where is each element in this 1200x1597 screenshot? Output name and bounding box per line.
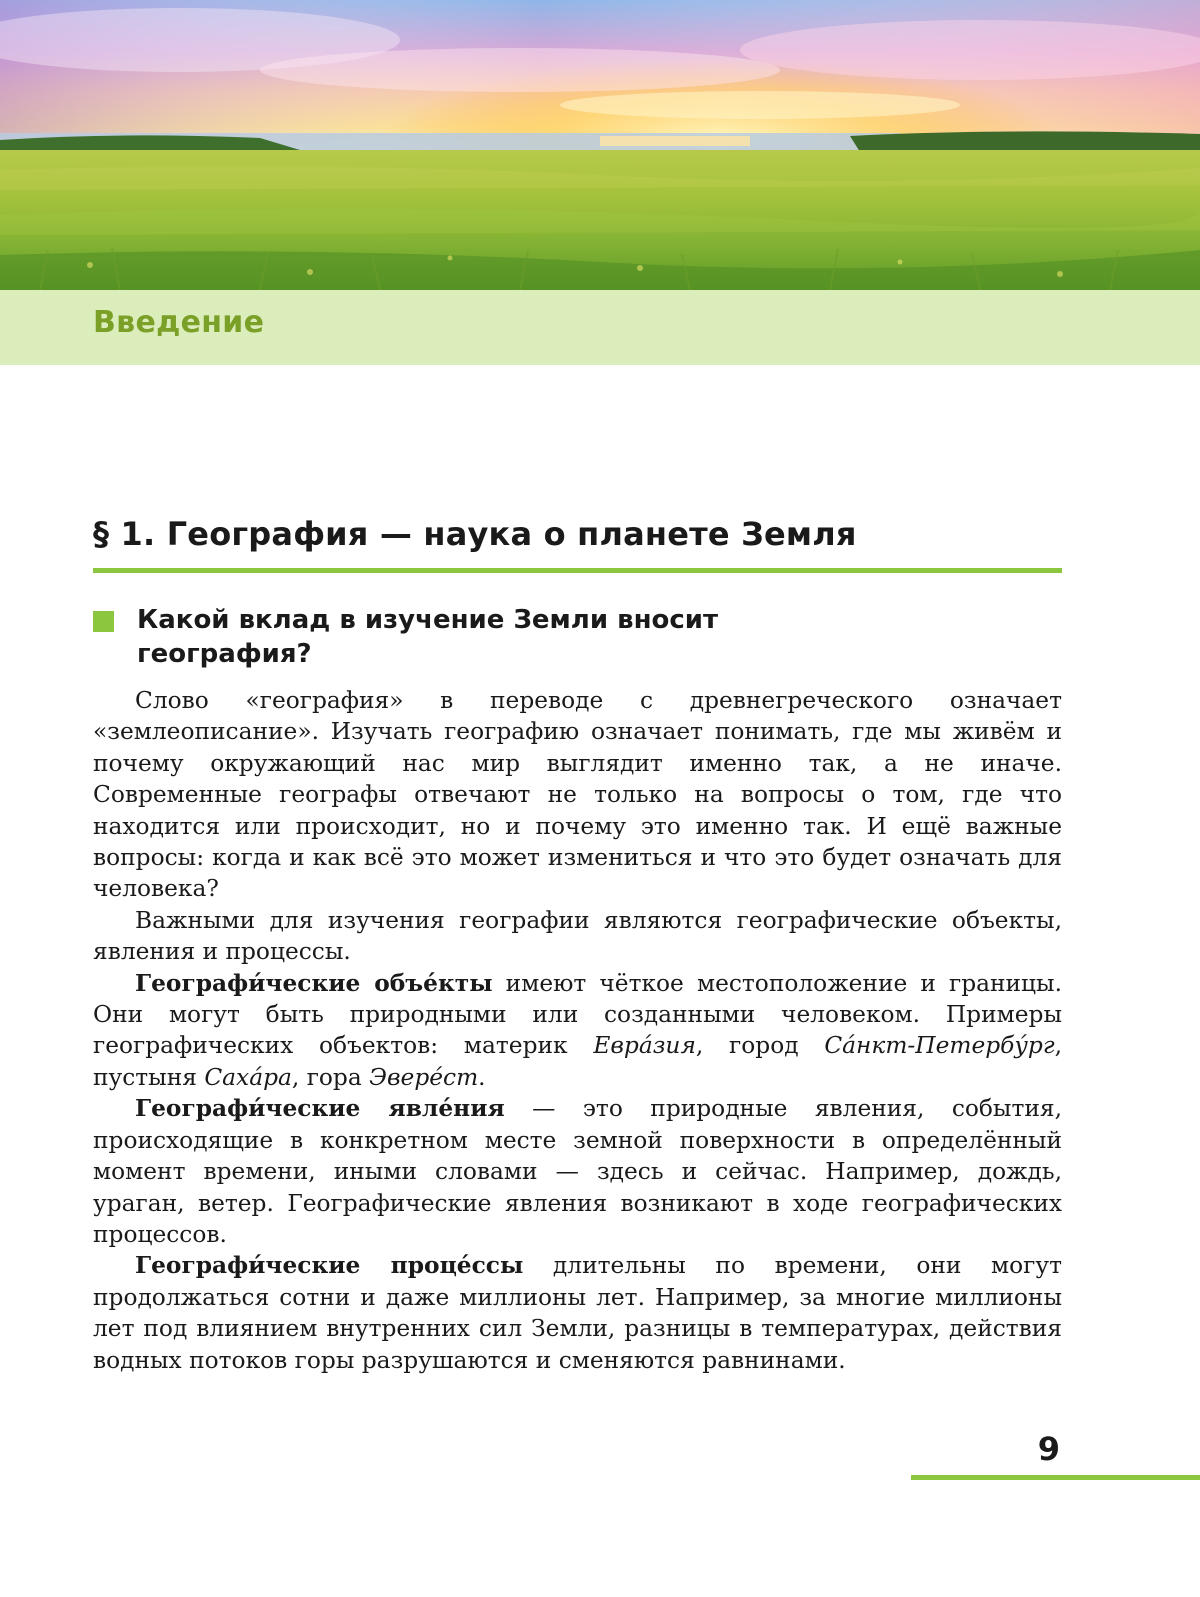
term-italic: Са́нкт-Петербу́рг (824, 1032, 1055, 1060)
term-italic: Эвере́ст (369, 1063, 479, 1091)
question-marker-icon (93, 611, 114, 632)
text-run: , пустыня (93, 1032, 1063, 1091)
text-run: , гора (291, 1063, 370, 1091)
text-run: имеют чёткое местоположение и границы. Они могут быть природными или созданными человеком. Примеры географических объектов: материк (93, 969, 1062, 1060)
meadow-sunset-photo (0, 0, 1200, 290)
term-italic: Евра́зия (593, 1032, 696, 1060)
paragraph (93, 1250, 1062, 1376)
section-rule (93, 568, 1062, 573)
section-title: § 1. География — наука о планете Земля (93, 515, 857, 553)
term-italic: Саха́ра (204, 1063, 292, 1091)
text-run: длительны по времени, они могут продолжаться сотни и даже миллионы лет. Например, за многие миллионы лет под влиянием внутренних сил Земли, разницы в температурах, действия водных потоков горы разрушаются и сменяются равнинами. (93, 1252, 1062, 1374)
text-run: — это природные явления, события, происходящие в конкретном месте земной поверхности в определённый момент времени, иными словами — здесь и сейчас. Например, дождь, ураган, ветер. Географические явления возникают в ходе географических процессов. (93, 1095, 1062, 1248)
paragraph (93, 905, 1062, 968)
text-run: Слово «география» в переводе с древнегреческого означает «землеописание». Изучать географию означает понимать, где мы живём и почему окружающий нас мир выглядит именно так, а не иначе. Современные географы отвечают не только на вопросы о том, где что находится или происходит, но и почему это именно так. И ещё важные вопросы: когда и как всё это может измениться и что это будет означать для человека? (93, 687, 1062, 903)
text-run: Важными для изучения географии являются географические объекты, явления и процессы. (93, 906, 1062, 966)
text-run: . (478, 1063, 486, 1091)
chapter-title: Введение (93, 305, 265, 340)
paragraph (93, 685, 1062, 905)
text-run: , город (695, 1032, 825, 1060)
paragraph (93, 1093, 1062, 1250)
term-bold: Географи́ческие проце́ссы (135, 1252, 524, 1280)
page-rule (911, 1475, 1200, 1480)
paragraph (93, 968, 1062, 1094)
subsection-question: Какой вклад в изучение Земли вносит география? (137, 605, 719, 669)
page-number: 9 (1037, 1430, 1060, 1468)
term-bold: Географи́ческие явле́ния (135, 1095, 505, 1123)
body-text (93, 685, 1062, 1376)
term-bold: Географи́ческие объе́кты (135, 969, 493, 997)
